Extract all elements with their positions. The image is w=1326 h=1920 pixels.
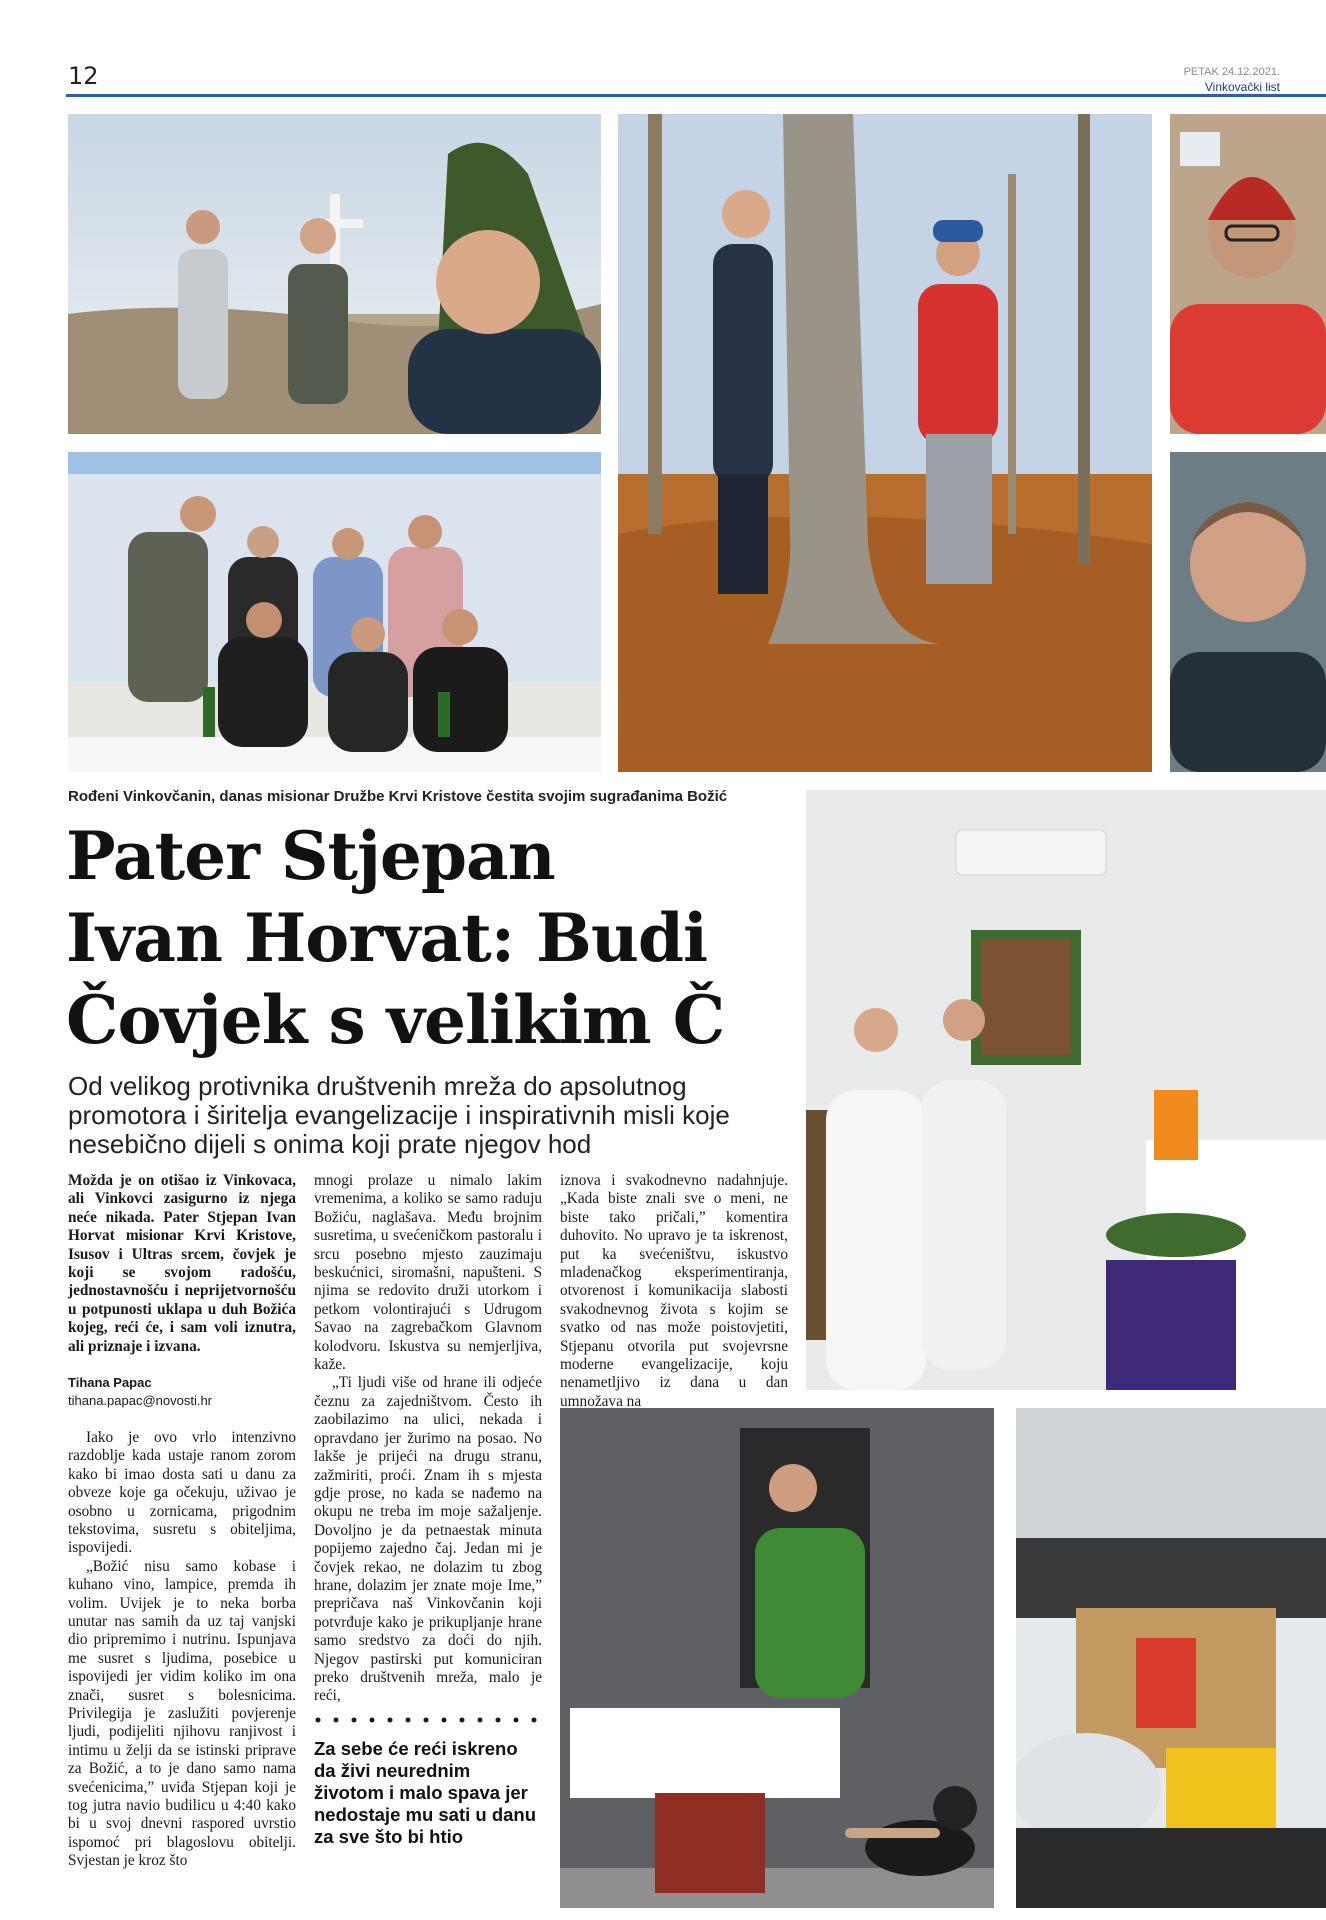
body-paragraph: „Božić nisu samo kobase i kuhano vino, lampice, premda ih volim. Uvijek je to neka borba unutar nas samih da uz taj vanjski dio pripremimo i nutrinu. Ispunjava me susret s ljudima, posebice u ispovijedi jer vidim koliko im ona znači, susret s bolesnicima. Privilegija je zaslužiti povjerenje ljudi, podijeliti njihovu ranjivost i intimu u želji da se istinski priprave za Božić, a to je dano samo nama svećenicima,” uviđa Stjepan koji je tog jutra navio budilicu u 4:40 kako bi u svoj dnevni raspored uvrstio ispomoć pri blagoslovu obitelji. Svjestan je kroz što xyxy=(68,1557,296,1870)
header-rule xyxy=(66,94,1326,97)
body-paragraph: mnogi prolaze u nimalo lakim vremenima, a koliko se samo raduju Božiću, naglašava. Među brojnim susretima, u svećeničkom pastoralu i srcu posebno mjesto zauzimaju beskućnici, siromašni, napušteni. S njima se redovito druži utorkom i petkom volontirajući s Udrugom Savao na zagrebačkom Glavnom kolodvoru. Iskustva su nemjerljiva, kaže. xyxy=(314,1172,542,1374)
photo-food-donations xyxy=(1016,1408,1326,1908)
photo-chapel-servers xyxy=(806,790,1326,1390)
photo-hikers-selfie xyxy=(68,114,601,434)
pull-quote: Za sebe će reći iskreno da živi neurednim životom i malo spava jer nedostaje mu sati u danu za sve što bi htio xyxy=(314,1738,537,1847)
article-column-2 xyxy=(314,1172,542,1706)
article-headline xyxy=(66,815,806,1061)
photo-outdoor-mass xyxy=(560,1408,994,1908)
photo-forest-hike xyxy=(618,114,1152,772)
article-column-3 xyxy=(560,1172,788,1411)
article-kicker: Rođeni Vinkovčanin, danas misionar Družbe Krvi Kristove čestita svojim sugrađanima Božić xyxy=(68,788,728,805)
issue-date: PETAK 24.12.2021. xyxy=(1183,66,1280,78)
headline-line-1: Pater Stjepan xyxy=(66,817,555,895)
article-lead: Možda je on otišao iz Vinkovaca, ali Vinkovci zasigurno iz njega neće nikada. Pater Stjepan Ivan Horvat misionar Krvi Kristove, Isusov i Ultras srcem, čovjek je koji se svojom radošću, jednostavnošću i neprijetvornošću u potpunosti uklapa u duh Božića kojeg, reći će, i sam voli iznutra, ali priznaje i izvana. xyxy=(68,1172,296,1355)
article-deck: Od velikog protivnika društvenih mreža do apsolutnog promotora i širitelja evangelizacije i inspirativnih misli koje nesebično dijeli s onima koji prate njegov hod xyxy=(68,1071,730,1159)
body-paragraph: „Ti ljudi više od hrane ili odjeće čeznu za zajedništvom. Često ih zaobilazimo na ulici, nekada i opravdano jer žurimo na posao. No lakše je prijeći na drugu stranu, zažmiriti, proći. Znam ih s mjesta gdje prose, no kada se nađemo na okupu ne treba im moje sažaljenje. Dovoljno je da petnaestak minuta popijemo zajedno čaj. Jedan mi je čovjek rekao, ne dolazim tu zbog hrane, dolazim jer znate moje Ime,” prepričava naš Vinkovčanin koji potvrđuje kako je prikupljanje hrane samo sredstvo za doći do njih. Njegov pastirski put komuniciran preko društvenih mreža, malo je reći, xyxy=(314,1374,542,1705)
body-paragraph: iznova i svakodnevno nadahnjuje. „Kada biste znali sve o meni, ne biste tako pričali,” komentira duhovito. No upravo je ta iskrenost, put ka svećeništvu, iskustvo mladenačkog eksperimentiranja, otvorenost i komunikacija slabosti svakodnevnog života s kojim se svatko od nas može poistovjetiti, Stjepanu otvorila put svojevrsne moderne evangelizacije, koju nenametljivo iz dana u dan umnožava na xyxy=(560,1172,788,1410)
body-paragraph: Iako je ovo vrlo intenzivno razdoblje kada ustaje ranom zorom kako bi imao dosta sati u danu za obveze koje ga očekuju, uživao je osobno u zornicama, prigodnim tekstovima, susretu s obiteljima, ispovijedi. xyxy=(68,1428,296,1557)
author-name: Tihana Papac xyxy=(68,1375,152,1391)
publication-name: Vinkovački list xyxy=(1204,80,1280,94)
pull-quote-dots xyxy=(314,1716,542,1724)
headline-line-3: Čovjek s velikim Č xyxy=(66,981,725,1059)
photo-priest-closeup xyxy=(1170,452,1326,772)
headline-line-2: Ivan Horvat: Budi xyxy=(66,899,708,977)
photo-group-restaurant xyxy=(68,452,601,772)
author-email[interactable]: tihana.papac@novosti.hr xyxy=(68,1393,213,1409)
page-number: 12 xyxy=(68,62,99,90)
article-column-1 xyxy=(68,1172,296,1871)
photo-red-cap-hiker xyxy=(1170,114,1326,434)
